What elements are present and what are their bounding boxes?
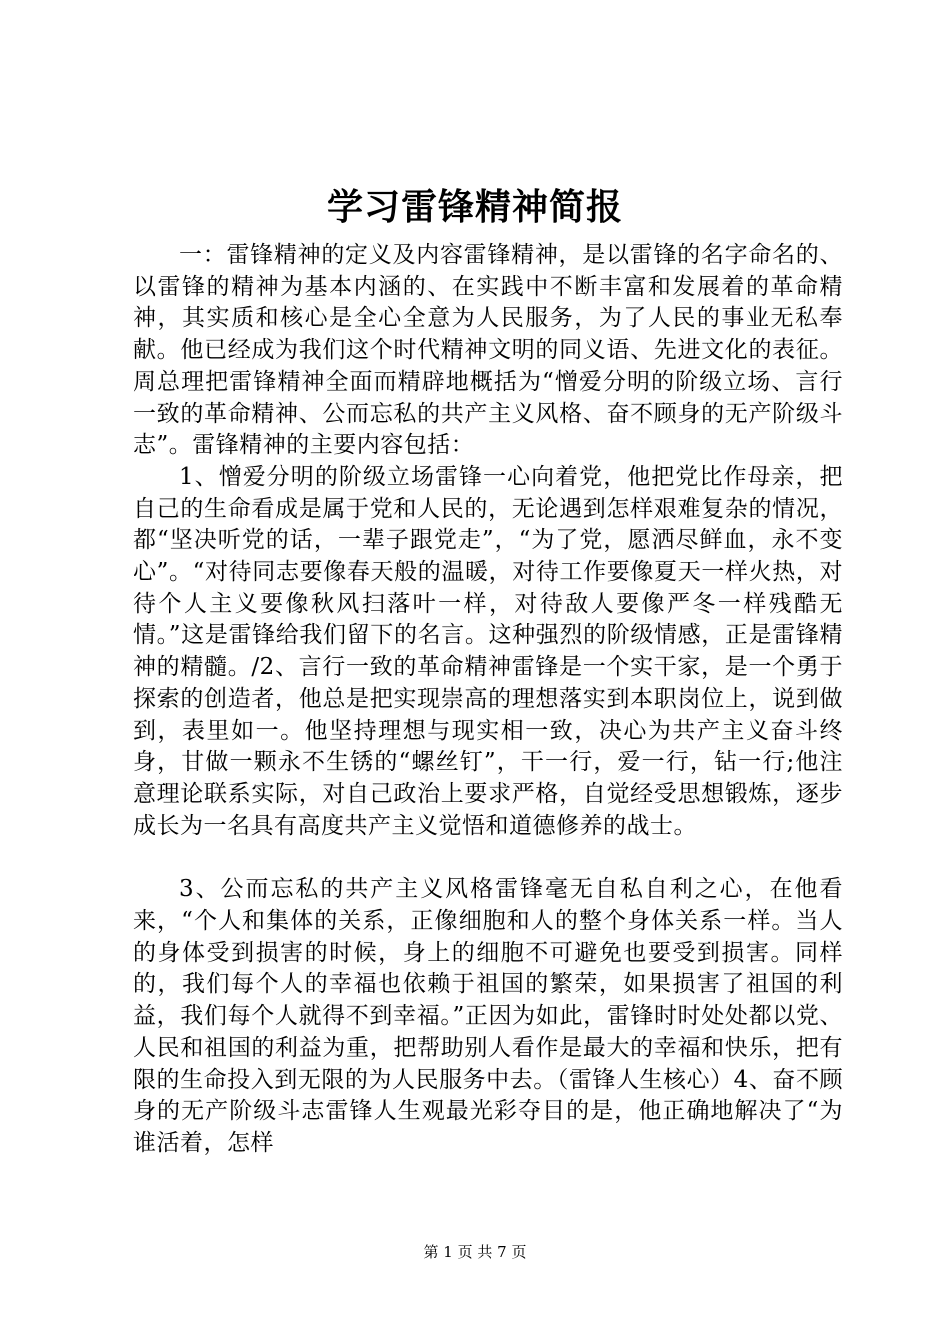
paragraph-points-1-2: 1、憎爱分明的阶级立场雷锋一心向着党，他把党比作母亲，把自己的生命看成是属于党和人民的，无论遇到怎样艰难复杂的情况，都“坚决听党的话，一辈子跟党走”，“为了党，愿洒尽鲜血，永不变心”。“对待同志要像春天般的温暖，对待工作要像夏天一样火热，对待个人主义要像秋风扫落叶一样，对待敌人要像严冬一样残酷无情。”这是雷锋给我们留下的名言。这种强烈的阶级情感，正是雷锋精神的精髓。/2、言行一致的革命精神雷锋是一个实干家，是一个勇于探索的创造者，他总是把实现崇高的理想落实到本职岗位上，说到做到，表里如一。他坚持理想与现实相一致，决心为共产主义奋斗终身，甘做一颗永不生锈的“螺丝钉”，干一行，爱一行，钻一行;他注意理论联系实际，对自己政治上要求严格，自觉经受思想锻炼，逐步成长为一名具有高度共产主义觉悟和道德修养的战士。 bbox=[133, 463, 843, 839]
document-body bbox=[133, 240, 843, 1160]
paragraph-points-3-4: 3、公而忘私的共产主义风格雷锋毫无自私自利之心，在他看来，“个人和集体的关系，正像细胞和人的整个身体关系一样。当人的身体受到损害的时候，身上的细胞不可避免也要受到损害。同样的，我们每个人的幸福也依赖于祖国的繁荣，如果损害了祖国的利益，我们每个人就得不到幸福。”正因为如此，雷锋时时处处都以党、人民和祖国的利益为重，把帮助别人看作是最大的幸福和快乐，把有限的生命投入到无限的为人民服务中去。（雷锋人生核心）4、奋不顾身的无产阶级斗志雷锋人生观最光彩夺目的是，他正确地解决了“为谁活着，怎样 bbox=[133, 876, 843, 1156]
page-number-footer: 第 1 页 共 7 页 bbox=[423, 1243, 527, 1261]
document-title: 学习雷锋精神简报 bbox=[326, 186, 623, 228]
paragraph-definition: 一：雷锋精神的定义及内容雷锋精神，是以雷锋的名字命名的、以雷锋的精神为基本内涵的、在实践中不断丰富和发展着的革命精神，其实质和核心是全心全意为人民服务，为了人民的事业无私奉献。他已经成为我们这个时代精神文明的同义语、先进文化的表征。周总理把雷锋精神全面而精辟地概括为“憎爱分明的阶级立场、言行一致的革命精神、公而忘私的共产主义风格、奋不顾身的无产阶级斗志”。雷锋精神的主要内容包括： bbox=[133, 242, 843, 459]
